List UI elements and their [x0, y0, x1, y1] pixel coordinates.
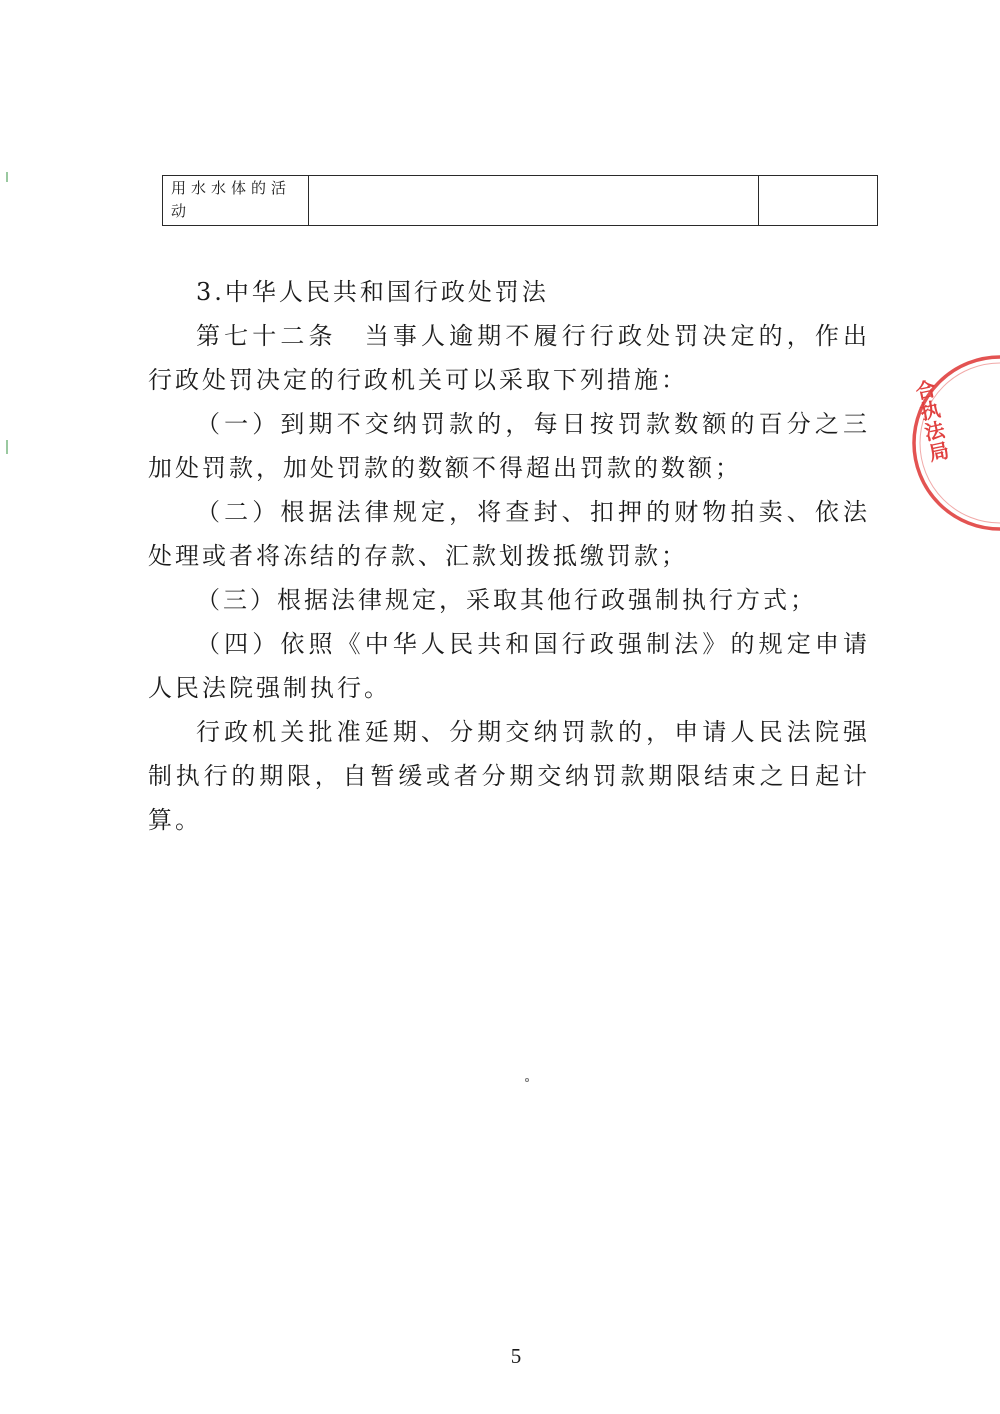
table-cell — [163, 176, 309, 225]
article-item: （二）根据法律规定，将查封、扣押的财物拍卖、依法处理或者将冻结的存款、汇款划拨抵缴罚款； — [148, 498, 870, 570]
seal-text: 合执法局 — [910, 377, 952, 465]
page-number: 5 — [510, 1344, 522, 1368]
table-cell-text: 用水水体的活动 — [171, 179, 292, 220]
table-cell-text — [759, 176, 877, 177]
table-cell-text — [309, 176, 758, 177]
scan-speck — [525, 1078, 529, 1082]
table-cell — [759, 176, 877, 225]
article-item: （四）依照《中华人民共和国行政强制法》的规定申请人民法院强制执行。 — [148, 630, 870, 702]
article-paragraph: 第七十二条 当事人逾期不履行行政处罚决定的，作出行政处罚决定的行政机关可以采取下列措施： — [148, 322, 870, 394]
article-item: （一）到期不交纳罚款的，每日按罚款数额的百分之三加处罚款，加处罚款的数额不得超出罚款的数额； — [148, 410, 870, 482]
table-cell — [309, 176, 759, 225]
article-item: （三）根据法律规定，采取其他行政强制执行方式； — [196, 586, 817, 614]
article-paragraph: 行政机关批准延期、分期交纳罚款的，申请人民法院强制执行的期限，自暂缓或者分期交纳罚款期限结束之日起计算。 — [148, 718, 870, 834]
table-fragment — [162, 175, 878, 226]
scan-edge-artifact — [6, 172, 8, 182]
document-body — [148, 270, 870, 842]
section-heading: 3.中华人民共和国行政处罚法 — [196, 278, 549, 306]
scan-edge-artifact — [6, 440, 8, 454]
